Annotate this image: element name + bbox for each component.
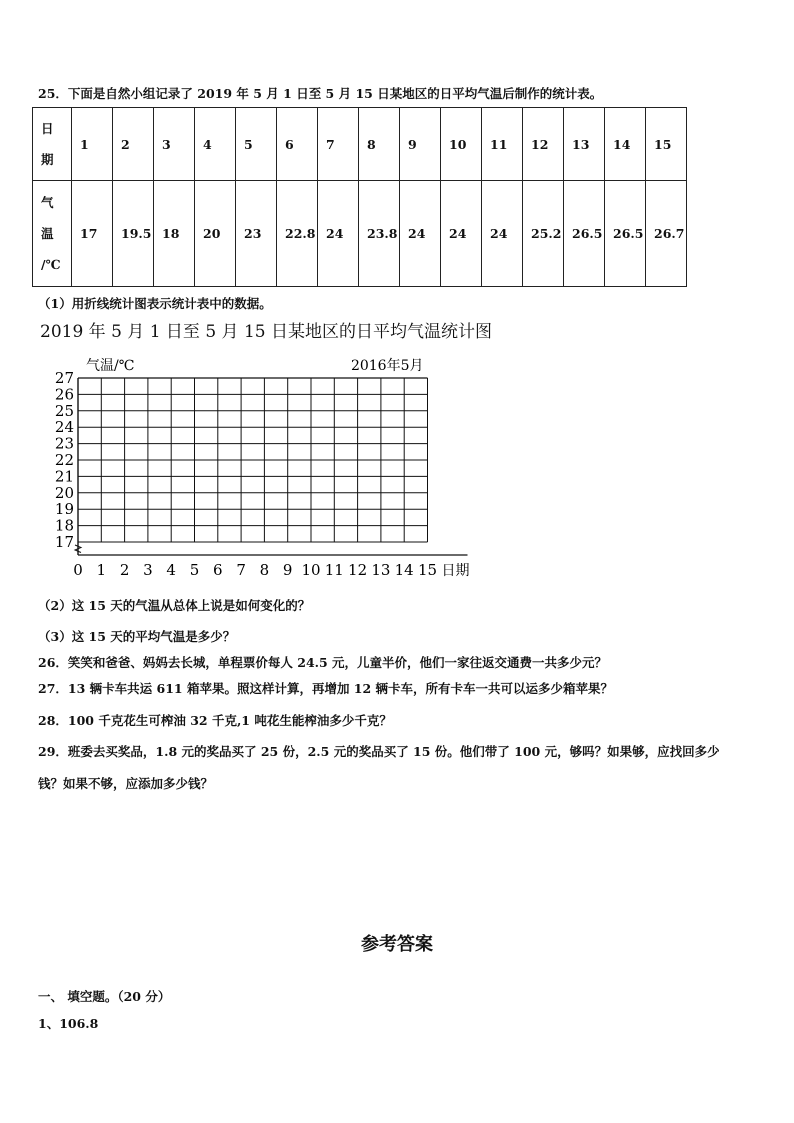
y-tick-label: 25: [54, 401, 74, 420]
temp-cell: 19.5: [113, 181, 154, 287]
y-tick-label: 22: [54, 451, 74, 469]
answers-section-heading: 一、 填空题。（20 分）: [38, 989, 171, 1004]
x-tick-label: 1: [96, 561, 107, 579]
x-axis-label: 日期: [441, 563, 470, 579]
day-cell: 12: [523, 108, 564, 181]
temp-cell: 23: [236, 181, 277, 287]
y-tick-label: 23: [54, 434, 74, 453]
day-cell: 4: [195, 108, 236, 181]
x-tick-label: 2: [119, 561, 130, 579]
day-cell: 1: [72, 108, 113, 181]
table-row-temps: [33, 181, 687, 287]
temp-cell: 26.5: [605, 181, 646, 287]
day-cell: 5: [236, 108, 277, 181]
temp-cell: 24: [482, 181, 523, 287]
axis-break-mark: [75, 545, 81, 553]
question-27-text: 27．13 辆卡车共运 611 箱苹果。照这样计算，再增加 12 辆卡车，所有卡车一共可以运多少箱苹果？: [38, 681, 614, 696]
x-tick-label: 12: [348, 561, 368, 579]
x-tick-label: 3: [143, 561, 153, 579]
x-tick-label: 7: [236, 561, 246, 579]
answers-title: 参考答案: [361, 934, 433, 955]
question-25-text: 25．下面是自然小组记录了 2019 年 5 月 1 日至 5 月 15 日某地区的日平均气温后制作的统计表。: [38, 86, 603, 101]
x-tick-label: 6: [213, 561, 223, 579]
day-cell: 7: [318, 108, 359, 181]
day-cell: 14: [605, 108, 646, 181]
day-cell: 11: [482, 108, 523, 181]
temp-cell: 24: [400, 181, 441, 287]
question-25-sub1: （1）用折线统计图表示统计表中的数据。: [38, 296, 272, 311]
x-tick-label: 15: [417, 561, 438, 579]
day-cell: 3: [154, 108, 195, 181]
x-tick-label: 4: [166, 561, 176, 579]
day-cell: 9: [400, 108, 441, 181]
question-25-sub2: （2）这 15 天的气温从总体上说是如何变化的？: [38, 598, 311, 613]
question-28-text: 28．100 千克花生可榨油 32 千克,1 吨花生能榨油多少千克？: [38, 713, 392, 728]
y-tick-label: 27: [54, 369, 74, 387]
temp-cell: 20: [195, 181, 236, 287]
row-header-temp: 气 温 /℃: [33, 181, 72, 287]
y-axis-label: 气温/℃: [86, 358, 135, 374]
row-header-date: 日 期: [33, 108, 72, 181]
question-29-line2: 钱？如果不够，应添加多少钱？: [38, 776, 214, 791]
temp-cell: 24: [318, 181, 359, 287]
y-tick-label: 26: [54, 385, 74, 404]
x-tick-label: 0: [73, 561, 83, 579]
x-tick-label: 11: [324, 561, 344, 579]
temp-cell: 18: [154, 181, 195, 287]
y-tick-label: 21: [54, 467, 74, 486]
day-cell: 13: [564, 108, 605, 181]
temp-cell: 17: [72, 181, 113, 287]
temp-cell: 25.2: [523, 181, 564, 287]
y-tick-label: 20: [54, 483, 74, 502]
day-cell: 8: [359, 108, 400, 181]
question-26-text: 26．笑笑和爸爸、妈妈去长城，单程票价每人 24.5 元，儿童半价，他们一家往返交通费一共多少元？: [38, 655, 608, 670]
day-cell: 15: [646, 108, 687, 181]
temp-cell: 26.7: [646, 181, 687, 287]
day-cell: 10: [441, 108, 482, 181]
y-tick-label: 17: [54, 533, 74, 551]
temp-cell: 23.8: [359, 181, 400, 287]
question-29-line1: 29．班委去买奖品，1.8 元的奖品买了 25 份，2.5 元的奖品买了 15 份。他们带了 100 元，够吗？如果够，应找回多少: [38, 744, 720, 759]
chart-subtitle: 2016年5月: [350, 358, 424, 374]
y-tick-label: 24: [54, 418, 74, 437]
x-tick-label: 14: [394, 561, 414, 579]
x-tick-label: 10: [301, 561, 321, 579]
temp-cell: 24: [441, 181, 482, 287]
answer-1: 1、106.8: [38, 1016, 99, 1031]
question-25-sub3: （3）这 15 天的平均气温是多少？: [38, 629, 236, 644]
x-tick-label: 5: [189, 561, 200, 579]
temp-cell: 26.5: [564, 181, 605, 287]
table-row-days: [33, 108, 687, 181]
y-tick-label: 19: [54, 500, 74, 519]
x-tick-label: 9: [282, 561, 293, 579]
day-cell: 6: [277, 108, 318, 181]
x-tick-label: 13: [371, 561, 391, 579]
temp-cell: 22.8: [277, 181, 318, 287]
y-tick-label: 18: [54, 516, 74, 535]
day-cell: 2: [113, 108, 154, 181]
chart-title: 2019 年 5 月 1 日至 5 月 15 日某地区的日平均气温统计图: [40, 322, 492, 342]
line-chart-grid: [30, 350, 490, 580]
x-tick-label: 8: [259, 561, 270, 579]
temperature-table: [32, 107, 687, 287]
